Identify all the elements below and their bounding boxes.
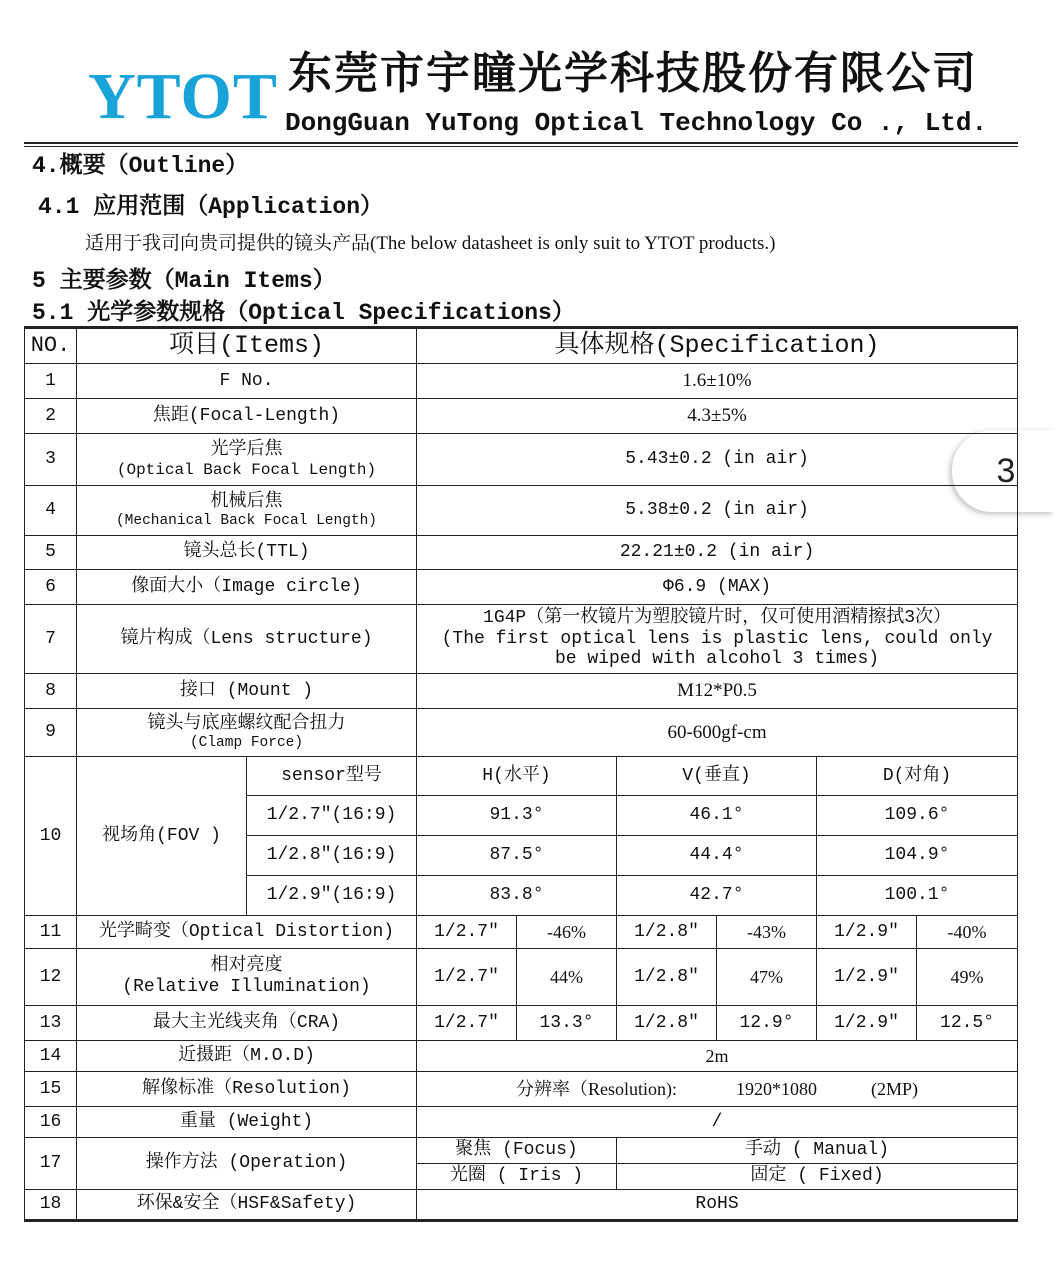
row-no: 15 (25, 1072, 77, 1107)
section-main-items-heading: 5 主要参数（Main Items） (32, 268, 336, 294)
table-row (25, 1190, 1018, 1221)
table-row (25, 1072, 1018, 1107)
row-item: 操作方法 (Operation) (77, 1138, 417, 1190)
company-logo: YTOT (88, 60, 278, 133)
lens-structure-cn: 1G4P（第一枚镜片为塑胶镜片时，仅可使用酒精擦拭3次） (483, 607, 952, 628)
table-header-row (25, 328, 1018, 364)
fov-sensor: 1/2.7″(16:9) (247, 796, 417, 836)
row-no: 1 (25, 364, 77, 399)
illumination-value: 49% (917, 949, 1018, 1006)
row-item: 接口 (Mount ) (77, 674, 417, 709)
table-row (25, 1138, 1018, 1164)
row-item (77, 434, 417, 486)
fov-h: 87.5° (417, 836, 617, 876)
row-spec: 4.3±5% (417, 399, 1018, 434)
cra-value: 12.9° (717, 1006, 817, 1041)
cra-value: 13.3° (517, 1006, 617, 1041)
row-no: 17 (25, 1138, 77, 1190)
table-row (25, 709, 1018, 757)
fov-d: 100.1° (817, 876, 1018, 916)
row-item: 光学畸变（Optical Distortion) (77, 916, 417, 949)
table-row (25, 364, 1018, 399)
table-row (25, 399, 1018, 434)
row-item: 近摄距（M.O.D) (77, 1041, 417, 1072)
distortion-sensor: 1/2.9″ (817, 916, 917, 949)
lens-structure-en: (The first optical lens is plastic lens, could only be wiped with alcohol 3 times) (441, 628, 993, 670)
fov-header-row (25, 757, 1018, 796)
row-item: 镜片构成（Lens structure) (77, 605, 417, 674)
row-item: 最大主光线夹角（CRA) (77, 1006, 417, 1041)
table-row (25, 1107, 1018, 1138)
cra-sensor: 1/2.8″ (617, 1006, 717, 1041)
header-items: 项目(Items) (77, 328, 417, 364)
focus-label: 聚焦 (Focus) (417, 1138, 617, 1164)
table-row (25, 1006, 1018, 1041)
resolution-label: 分辨率（Resolution): (516, 1078, 678, 1099)
row-spec: 1.6±10% (417, 364, 1018, 399)
row-item (77, 486, 417, 536)
row-no: 7 (25, 605, 77, 674)
distortion-sensor: 1/2.8″ (617, 916, 717, 949)
fov-v: 44.4° (617, 836, 817, 876)
row-spec: M12*P0.5 (417, 674, 1018, 709)
fov-h: 91.3° (417, 796, 617, 836)
fov-v: 46.1° (617, 796, 817, 836)
header-divider-thin (24, 146, 1018, 147)
illumination-value: 44% (517, 949, 617, 1006)
company-name-cn: 东莞市宇瞳光学科技股份有限公司 (288, 48, 978, 99)
fov-col-h: H(水平) (417, 757, 617, 796)
resolution-value: 1920*1080 (736, 1078, 818, 1099)
row-item: 环保&安全（HSF&Safety) (77, 1190, 417, 1221)
row-no: 12 (25, 949, 77, 1006)
header-spec: 具体规格(Specification) (417, 328, 1018, 364)
row-item (77, 709, 417, 757)
row-item: 焦距(Focal-Length) (77, 399, 417, 434)
section-outline-heading: 4.概要（Outline） (32, 153, 249, 179)
fov-d: 109.6° (817, 796, 1018, 836)
row-spec: 2m (417, 1041, 1018, 1072)
illumination-sensor: 1/2.7″ (417, 949, 517, 1006)
resolution-spec (417, 1072, 1018, 1107)
row-item-cn: 相对亮度 (210, 956, 283, 977)
iris-value: 固定 ( Fixed) (617, 1164, 1018, 1190)
table-row (25, 486, 1018, 536)
row-item-cn: 镜头与底座螺纹配合扭力 (147, 713, 346, 734)
row-no: 8 (25, 674, 77, 709)
distortion-sensor: 1/2.7″ (417, 916, 517, 949)
fov-col-sensor: sensor型号 (247, 757, 417, 796)
row-item: 镜头总长(TTL) (77, 536, 417, 570)
illumination-value: 47% (717, 949, 817, 1006)
row-no: 16 (25, 1107, 77, 1138)
fov-h: 83.8° (417, 876, 617, 916)
row-item-en: (Relative Illumination) (122, 977, 371, 997)
table-row (25, 434, 1018, 486)
page-number: 3 (996, 451, 1016, 490)
row-no: 11 (25, 916, 77, 949)
table-row (25, 605, 1018, 674)
row-item-cn: 机械后焦 (210, 491, 283, 512)
row-spec: RoHS (417, 1190, 1018, 1221)
row-item: F No. (77, 364, 417, 399)
row-item-en: (Clamp Force) (189, 734, 304, 751)
row-item-en: (Optical Back Focal Length) (116, 460, 377, 479)
distortion-value: -40% (917, 916, 1018, 949)
row-no: 2 (25, 399, 77, 434)
cra-value: 12.5° (917, 1006, 1018, 1041)
row-no: 3 (25, 434, 77, 486)
illumination-sensor: 1/2.9″ (817, 949, 917, 1006)
company-name-en: DongGuan YuTong Optical Technology Co ., Ltd. (285, 108, 988, 138)
illumination-sensor: 1/2.8″ (617, 949, 717, 1006)
focus-value: 手动 ( Manual) (617, 1138, 1018, 1164)
table-row (25, 1041, 1018, 1072)
row-spec (417, 605, 1018, 674)
row-no: 13 (25, 1006, 77, 1041)
row-item-cn: 光学后焦 (210, 439, 283, 460)
row-item: 像面大小（Image circle) (77, 570, 417, 605)
section-application-heading: 4.1 应用范围（Application） (38, 194, 384, 220)
row-no: 14 (25, 1041, 77, 1072)
application-text: 适用于我司向贵司提供的镜头产品(The below datasheet is only suit to YTOT products.) (85, 233, 776, 254)
row-spec: 5.38±0.2 (in air) (417, 486, 1018, 536)
row-spec: / (417, 1107, 1018, 1138)
cra-sensor: 1/2.7″ (417, 1006, 517, 1041)
row-spec: 5.43±0.2 (in air) (417, 434, 1018, 486)
row-item: 重量 (Weight) (77, 1107, 417, 1138)
fov-col-v: V(垂直) (617, 757, 817, 796)
row-no: 6 (25, 570, 77, 605)
fov-item: 视场角(FOV ) (77, 757, 247, 916)
distortion-value: -46% (517, 916, 617, 949)
fov-d: 104.9° (817, 836, 1018, 876)
resolution-note: (2MP) (871, 1078, 919, 1099)
header-no: NO. (25, 328, 77, 364)
row-no: 4 (25, 486, 77, 536)
fov-sensor: 1/2.9″(16:9) (247, 876, 417, 916)
row-no: 10 (25, 757, 77, 916)
row-no: 9 (25, 709, 77, 757)
fov-col-d: D(对角) (817, 757, 1018, 796)
table-row (25, 949, 1018, 1006)
row-item (77, 949, 417, 1006)
table-row (25, 674, 1018, 709)
row-no: 5 (25, 536, 77, 570)
cra-sensor: 1/2.9″ (817, 1006, 917, 1041)
row-spec: Φ6.9 (MAX) (417, 570, 1018, 605)
header-divider (24, 142, 1018, 144)
row-item-en: (Mechanical Back Focal Length) (115, 512, 378, 529)
fov-sensor: 1/2.8″(16:9) (247, 836, 417, 876)
row-no: 18 (25, 1190, 77, 1221)
distortion-value: -43% (717, 916, 817, 949)
table-row (25, 570, 1018, 605)
fov-v: 42.7° (617, 876, 817, 916)
section-optical-spec-heading: 5.1 光学参数规格（Optical Specifications） (32, 300, 575, 326)
row-spec: 22.21±0.2 (in air) (417, 536, 1018, 570)
iris-label: 光圈 ( Iris ) (417, 1164, 617, 1190)
table-row (25, 916, 1018, 949)
row-item: 解像标准（Resolution) (77, 1072, 417, 1107)
table-row (25, 536, 1018, 570)
row-spec: 60-600gf-cm (417, 709, 1018, 757)
optical-spec-table (24, 326, 1018, 1222)
